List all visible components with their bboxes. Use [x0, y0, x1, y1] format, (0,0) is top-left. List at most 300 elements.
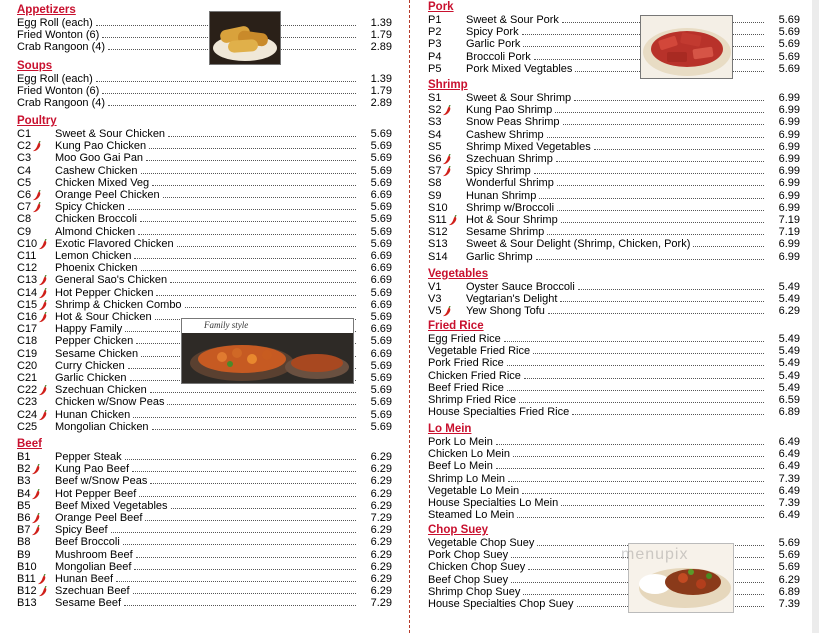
menu-item — [428, 177, 800, 189]
item-price: 5.69 — [370, 225, 392, 238]
item-name: Garlic Shrimp — [466, 250, 533, 263]
item-code: P4 — [428, 50, 442, 63]
item-price: 5.49 — [778, 369, 800, 382]
item-price: 7.39 — [778, 598, 800, 610]
menu-item — [428, 448, 800, 460]
menu-item — [428, 153, 800, 165]
item-name: Hot Pepper Beef — [55, 487, 137, 500]
item-code: C3 — [17, 152, 32, 165]
item-name: Orange Peel Chicken — [55, 189, 160, 201]
item-price: 6.99 — [778, 177, 800, 190]
item-code: C21 — [17, 372, 38, 384]
item-code: S6 — [428, 153, 442, 165]
menu-item — [17, 384, 392, 396]
menu-item — [17, 177, 392, 189]
menu-item — [428, 436, 800, 448]
menu-item — [428, 460, 800, 472]
item-price: 6.29 — [370, 548, 392, 561]
dot-leader — [574, 100, 764, 101]
dot-leader — [168, 136, 356, 137]
dot-leader — [507, 365, 764, 366]
dot-leader — [534, 173, 764, 174]
chili-pepper-icon — [448, 215, 458, 226]
item-price: 6.99 — [778, 238, 800, 251]
item-code: C14 — [17, 286, 38, 299]
menu-item — [428, 333, 800, 345]
item-name: Szechuan Shrimp — [466, 153, 553, 165]
menu-item — [17, 299, 392, 311]
item-code: P3 — [428, 38, 442, 51]
item-name: Vegetable Lo Mein — [428, 484, 520, 497]
item-code: C19 — [17, 347, 38, 360]
chili-pepper-icon — [38, 385, 48, 396]
item-code: C9 — [17, 225, 32, 238]
item-price: 6.49 — [778, 460, 800, 473]
item-price: 6.59 — [778, 394, 800, 406]
item-price: 6.69 — [370, 323, 392, 336]
section-title-poultry: Poultry — [17, 115, 57, 127]
item-code: S13 — [428, 238, 448, 251]
menu-item — [428, 345, 800, 357]
item-name: Pork Fried Rice — [428, 357, 504, 370]
item-price: 6.49 — [778, 484, 800, 497]
item-name: Shrimp Mixed Vegetables — [466, 140, 591, 153]
menu-item — [17, 463, 392, 475]
item-name: Pepper Steak — [55, 451, 122, 463]
item-name: Lemon Chicken — [55, 250, 132, 262]
menu-item — [17, 451, 392, 463]
menu-item — [428, 14, 800, 26]
dot-leader — [150, 483, 356, 484]
item-name: Chicken Mixed Veg — [55, 176, 150, 189]
item-name: Pork Chop Suey — [428, 549, 509, 562]
chili-pepper-icon — [31, 464, 41, 475]
item-code: S12 — [428, 226, 448, 239]
item-code: C22 — [17, 384, 38, 397]
menu-item — [428, 485, 800, 497]
item-name: Oyster Sauce Broccoli — [466, 281, 575, 293]
dot-leader — [136, 557, 356, 558]
dot-leader — [557, 185, 764, 186]
item-price: 5.49 — [778, 333, 800, 345]
menu-item — [428, 92, 800, 104]
item-price: 6.29 — [778, 573, 800, 586]
menu-item — [17, 274, 392, 286]
chili-pepper-icon — [37, 574, 47, 585]
chili-pepper-icon — [38, 239, 48, 250]
menu-item — [17, 561, 392, 573]
item-code: S3 — [428, 116, 442, 129]
item-code: B13 — [17, 597, 37, 610]
dot-leader — [539, 198, 764, 199]
menu-item — [17, 213, 392, 225]
item-code: C2 — [17, 140, 32, 153]
item-price: 5.69 — [370, 420, 392, 433]
chili-pepper-icon — [31, 489, 41, 500]
item-price: 6.29 — [370, 524, 392, 537]
item-price: 5.69 — [370, 372, 392, 384]
item-name: Garlic Chicken — [55, 372, 127, 384]
dot-leader — [517, 517, 764, 518]
item-name: Snow Peas Shrimp — [466, 116, 560, 129]
dot-leader — [96, 81, 356, 82]
menu-item — [17, 17, 392, 29]
watermark: menupix — [621, 546, 689, 563]
item-price: 7.29 — [370, 512, 392, 524]
item-price: 5.69 — [778, 14, 800, 26]
menu-item — [17, 85, 392, 97]
chili-pepper-icon — [442, 105, 452, 116]
dot-leader — [125, 459, 356, 460]
dot-leader — [513, 456, 764, 457]
chili-pepper-icon — [38, 410, 48, 421]
item-code: S5 — [428, 140, 442, 153]
item-price: 6.29 — [370, 463, 392, 476]
dot-leader — [560, 301, 764, 302]
pork-illustration — [641, 16, 732, 78]
menu-item — [428, 251, 800, 263]
item-name: Mushroom Beef — [55, 548, 133, 561]
item-name: Exotic Flavored Chicken — [55, 237, 174, 250]
item-price: 6.99 — [778, 128, 800, 141]
item-name: Chicken Fried Rice — [428, 369, 521, 382]
chili-pepper-icon — [32, 202, 42, 213]
menu-item — [17, 238, 392, 250]
dot-leader — [134, 258, 356, 259]
item-code: C20 — [17, 359, 38, 372]
menu-item — [17, 189, 392, 201]
dot-leader — [693, 246, 764, 247]
dot-leader — [145, 520, 356, 521]
item-price: 6.69 — [370, 298, 392, 311]
menu-item — [428, 51, 800, 63]
item-name: Mongolian Beef — [55, 560, 132, 573]
item-name: Beef Mixed Vegetables — [55, 499, 168, 512]
item-code: B7 — [17, 524, 31, 537]
dot-leader — [522, 493, 764, 494]
item-name: Chicken Lo Mein — [428, 448, 510, 461]
item-name: Yew Shong Tofu — [466, 305, 545, 318]
item-price: 6.29 — [370, 487, 392, 500]
item-price: 6.99 — [778, 165, 800, 178]
item-name: Steamed Lo Mein — [428, 509, 515, 522]
item-price: 6.99 — [778, 189, 800, 202]
dot-leader — [111, 532, 356, 533]
dot-leader — [141, 173, 356, 174]
menu-item — [428, 549, 800, 561]
dot-leader — [140, 221, 356, 222]
item-code: P5 — [428, 62, 442, 75]
item-name: Pork Mixed Vegtables — [466, 62, 573, 75]
dot-leader — [508, 481, 764, 482]
item-name: Orange Peel Beef — [55, 512, 143, 524]
item-name: Happy Family — [55, 323, 123, 336]
dot-leader — [496, 444, 764, 445]
menu-item — [428, 116, 800, 128]
item-price: 5.69 — [370, 384, 392, 397]
item-price: 6.99 — [778, 250, 800, 263]
item-name: Chicken w/Snow Peas — [55, 396, 165, 409]
item-price: 5.69 — [778, 38, 800, 51]
menu-item — [428, 141, 800, 153]
item-price: 6.29 — [370, 585, 392, 598]
column-divider — [409, 0, 410, 633]
item-price: 6.29 — [778, 305, 800, 318]
section-title-lo-mein: Lo Mein — [428, 423, 472, 435]
item-code: S2 — [428, 104, 442, 117]
item-price: 5.49 — [778, 293, 800, 306]
dot-leader — [563, 124, 764, 125]
item-name: Cashew Chicken — [55, 164, 138, 177]
dot-leader — [156, 295, 356, 296]
chili-pepper-icon — [32, 190, 42, 201]
item-price: 5.49 — [778, 345, 800, 358]
item-name: Beef Chop Suey — [428, 573, 509, 586]
section-title-pork: Pork — [428, 1, 454, 13]
dot-leader — [138, 234, 356, 235]
dot-leader — [548, 313, 764, 314]
menu-item — [17, 524, 392, 536]
item-code: B12 — [17, 585, 37, 598]
menu-item — [17, 128, 392, 140]
item-code: C17 — [17, 323, 38, 336]
item-name: Shrimp & Chicken Combo — [55, 298, 182, 311]
item-name: Beef w/Snow Peas — [55, 475, 148, 488]
item-price: 6.99 — [778, 104, 800, 117]
item-name: Pepper Chicken — [55, 335, 134, 348]
item-price: 5.69 — [370, 152, 392, 165]
dot-leader — [170, 282, 356, 283]
dot-leader — [547, 137, 764, 138]
item-price: 6.99 — [778, 201, 800, 214]
menu-item — [428, 406, 800, 418]
chili-pepper-icon — [31, 525, 41, 536]
menu-item — [428, 214, 800, 226]
item-price: 5.69 — [370, 335, 392, 348]
dot-leader — [504, 341, 764, 342]
item-code: B2 — [17, 463, 31, 476]
dot-leader — [185, 307, 356, 308]
menu-item — [428, 598, 800, 610]
dot-leader — [124, 605, 356, 606]
item-name: Shrimp Fried Rice — [428, 394, 517, 406]
item-name: Vegtarian's Delight — [466, 293, 558, 306]
item-code: C5 — [17, 176, 32, 189]
section-title-soups: Soups — [17, 60, 53, 72]
item-name: House Specialties Lo Mein — [428, 497, 559, 509]
item-price: 6.99 — [778, 140, 800, 153]
item-code: C8 — [17, 213, 32, 226]
menu-item — [17, 250, 392, 262]
item-price: 2.89 — [370, 41, 392, 54]
item-name: House Specialties Chop Suey — [428, 598, 574, 610]
menu-item — [428, 281, 800, 293]
menu-item — [428, 26, 800, 38]
menu-item — [428, 497, 800, 509]
menu-item — [17, 421, 392, 433]
dot-leader — [132, 471, 356, 472]
dot-leader — [177, 246, 356, 247]
section-title-beef: Beef — [17, 438, 42, 450]
dot-leader — [167, 404, 356, 405]
item-price: 5.69 — [370, 237, 392, 250]
item-name: Sesame Shrimp — [466, 226, 545, 239]
section-title-appetizers: Appetizers — [17, 4, 76, 16]
dot-leader — [134, 569, 356, 570]
dot-leader — [556, 161, 764, 162]
dot-leader — [496, 468, 764, 469]
dot-leader — [149, 148, 356, 149]
dot-leader — [146, 160, 356, 161]
dot-leader — [519, 402, 764, 403]
menu-item — [17, 152, 392, 164]
item-code: C16 — [17, 311, 38, 323]
item-code: C25 — [17, 420, 38, 433]
menu-item — [428, 473, 800, 485]
item-name: Wonderful Shrimp — [466, 177, 554, 190]
menu-item — [428, 370, 800, 382]
menu-item — [428, 509, 800, 521]
item-price: 6.29 — [370, 536, 392, 549]
item-name: House Specialties Fried Rice — [428, 406, 570, 419]
item-price: 1.79 — [370, 85, 392, 98]
dot-leader — [123, 544, 356, 545]
item-name: Egg Fried Rice — [428, 333, 501, 345]
item-name: Egg Roll (each) — [17, 17, 93, 29]
dot-leader — [141, 270, 356, 271]
menu-item — [428, 129, 800, 141]
item-price: 6.99 — [778, 116, 800, 129]
item-code: B8 — [17, 536, 31, 549]
egg-roll-photo — [209, 11, 281, 65]
item-price: 5.69 — [778, 537, 800, 549]
item-price: 5.69 — [778, 549, 800, 562]
menu-item — [428, 293, 800, 305]
item-name: Szechuan Chicken — [55, 384, 147, 397]
item-code: B3 — [17, 475, 31, 488]
item-name: Sweet & Sour Pork — [466, 14, 559, 26]
menu-item — [17, 409, 392, 421]
item-price: 5.49 — [778, 357, 800, 370]
chili-pepper-icon — [442, 166, 452, 177]
menu-item — [17, 488, 392, 500]
item-price: 5.69 — [370, 396, 392, 409]
item-code: B11 — [17, 573, 36, 585]
menu-item — [428, 561, 800, 573]
item-price: 7.19 — [778, 226, 800, 239]
item-name: Egg Roll (each) — [17, 73, 93, 85]
item-price: 7.39 — [778, 497, 800, 509]
item-price: 5.69 — [370, 408, 392, 421]
item-price: 5.69 — [778, 50, 800, 63]
dot-leader — [555, 112, 764, 113]
dot-leader — [116, 581, 356, 582]
item-name: Cashew Shrimp — [466, 128, 544, 141]
item-price: 5.69 — [370, 176, 392, 189]
chili-pepper-icon — [38, 312, 48, 323]
item-price: 5.69 — [778, 26, 800, 39]
item-name: Chicken Broccoli — [55, 213, 137, 226]
item-name: Sesame Beef — [55, 597, 122, 610]
chili-pepper-icon — [32, 141, 42, 152]
chili-pepper-icon — [38, 275, 48, 286]
dot-leader — [163, 197, 356, 198]
item-code: C10 — [17, 237, 38, 250]
item-price: 7.39 — [778, 472, 800, 485]
item-code: S4 — [428, 128, 442, 141]
menu-item — [428, 165, 800, 177]
item-name: Broccoli Pork — [466, 50, 531, 63]
dot-leader — [128, 209, 356, 210]
item-code: S10 — [428, 201, 448, 214]
item-name: Garlic Pork — [466, 38, 521, 51]
item-price: 6.29 — [370, 451, 392, 463]
menu-item — [17, 165, 392, 177]
item-price: 5.69 — [370, 286, 392, 299]
item-price: 5.49 — [778, 381, 800, 394]
item-name: Pork Lo Mein — [428, 436, 493, 448]
menu-item — [428, 382, 800, 394]
dot-leader — [139, 496, 356, 497]
dot-leader — [524, 378, 764, 379]
dot-leader — [557, 210, 764, 211]
happy-family-caption: Family style — [204, 320, 249, 330]
item-name: General Sao's Chicken — [55, 274, 168, 287]
item-code: B6 — [17, 512, 31, 524]
item-code: S8 — [428, 177, 442, 190]
item-name: Szechuan Beef — [55, 585, 130, 598]
item-price: 6.49 — [778, 448, 800, 461]
item-code: C6 — [17, 189, 32, 201]
menu-item — [17, 262, 392, 274]
item-code: C23 — [17, 396, 38, 409]
item-name: Hot & Sour Chicken — [55, 311, 152, 323]
item-price: 5.69 — [778, 561, 800, 574]
dot-leader — [133, 593, 356, 594]
item-code: V3 — [428, 293, 442, 306]
item-price: 5.49 — [778, 281, 800, 293]
menu-item — [428, 226, 800, 238]
dot-leader — [594, 149, 764, 150]
item-price: 7.29 — [370, 597, 392, 610]
item-name: Beef Lo Mein — [428, 460, 493, 473]
item-code: C7 — [17, 201, 32, 214]
item-name: Vegetable Chop Suey — [428, 537, 535, 549]
item-name: Sweet & Sour Delight (Shrimp, Chicken, Pork) — [466, 238, 691, 251]
dot-leader — [547, 234, 764, 235]
item-name: Kung Pao Shrimp — [466, 104, 553, 117]
menu-item — [17, 536, 392, 548]
dot-leader — [102, 93, 356, 94]
dot-leader — [561, 222, 764, 223]
item-price: 5.69 — [370, 213, 392, 226]
item-price: 6.29 — [370, 475, 392, 488]
item-price: 5.69 — [370, 140, 392, 153]
item-code: B10 — [17, 560, 37, 573]
menu-item — [428, 238, 800, 250]
item-price: 1.79 — [370, 29, 392, 42]
item-name: Shrimp w/Broccoli — [466, 201, 555, 214]
item-price: 6.99 — [778, 92, 800, 104]
egg-roll-illustration — [210, 12, 280, 64]
item-price: 2.89 — [370, 97, 392, 110]
item-price: 5.69 — [370, 164, 392, 177]
item-name: Hot & Sour Shrimp — [466, 214, 558, 226]
item-code: S7 — [428, 165, 442, 178]
item-code: V5 — [428, 305, 442, 318]
item-name: Kung Pao Chicken — [55, 140, 147, 153]
dot-leader — [108, 105, 356, 106]
